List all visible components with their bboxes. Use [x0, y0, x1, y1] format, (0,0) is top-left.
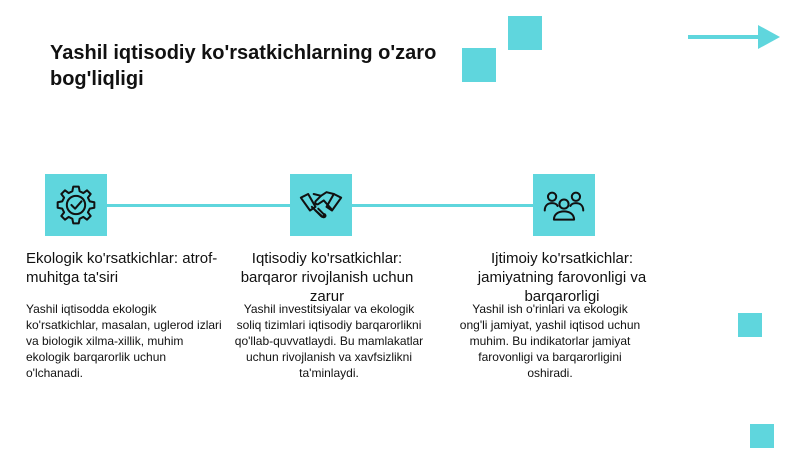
gear-check-icon [54, 183, 98, 227]
economic-heading: Iqtisodiy ko'rsatkichlar: barqaror rivojlanish uchun zarur [240, 250, 414, 305]
people-group-icon [542, 183, 586, 227]
timeline-node-ecological [45, 174, 107, 236]
social-heading: Ijtimoiy ko'rsatkichlar: jamiyatning farovonligi va barqarorligi [477, 250, 647, 305]
decorative-square [738, 313, 762, 337]
decorative-square [508, 16, 542, 50]
timeline-node-social [533, 174, 595, 236]
page-title: Yashil iqtisodiy ko'rsatkichlarning o'zaro bog'liqligi [50, 42, 437, 90]
social-description: Yashil ish o'rinlari va ekologik ong'li jamiyat, yashil iqtisod uchun muhim. Bu indikatorlar jamiyat farovonligi va barqarorligini oshiradi. [459, 302, 641, 380]
ecological-heading: Ekologik ko'rsatkichlar: atrof-muhitga ta'siri [26, 250, 218, 286]
ecological-description: Yashil iqtisodda ekologik ko'rsatkichlar, masalan, uglerod izlari va biologik xilma-xillik, muhim ekologik barqarorlik uchun o'lchanadi. [26, 302, 222, 380]
economic-description: Yashil investitsiyalar va ekologik soliq tizimlari iqtisodiy barqarorlikni qo'llab-quvvatlaydi. Bu mamlakatlar uchun rivojlanish va xavfsizlikni ta'minlaydi. [234, 302, 424, 380]
decorative-square [750, 424, 774, 448]
arrow-right-icon [688, 24, 780, 50]
handshake-icon [299, 183, 343, 227]
timeline-node-economic [290, 174, 352, 236]
